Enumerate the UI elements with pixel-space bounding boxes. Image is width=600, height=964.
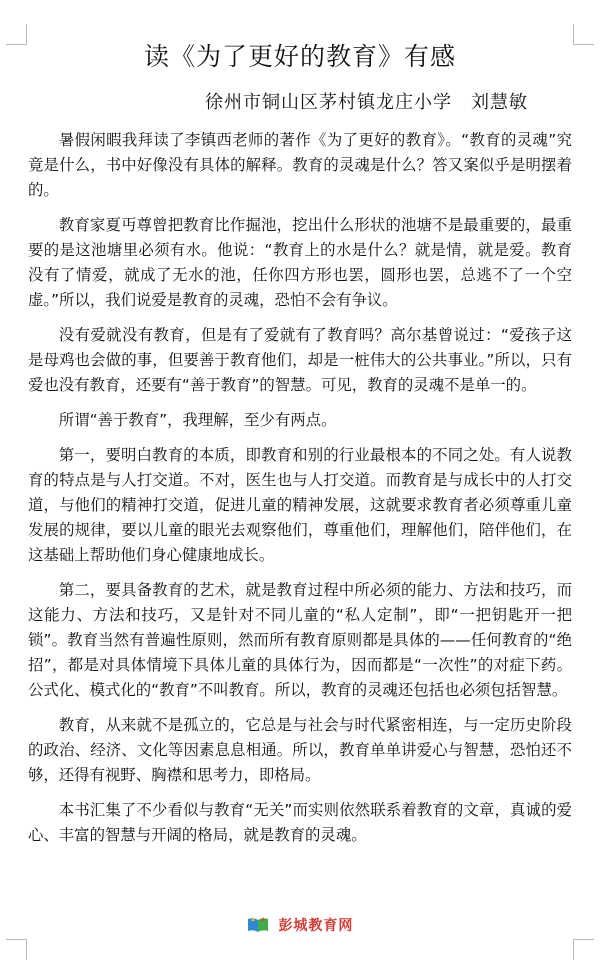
open-book-logo-icon (247, 916, 269, 934)
site-watermark (0, 915, 600, 935)
paragraph-6: 第二，要具备教育的艺术，就是教育过程中所必须的能力、方法和技巧，而这能力、方法和技巧，又是针对不同儿童的“私人定制”，即“一把钥匙开一把锁”。教育当然有普遍性原则，然而所有教育原则都是具体的——任何教育的“绝招”，都是对具体情境下具体儿童的具体行为，因而都是“一次性”的对症下药。公式化、模式化的“教育”不叫教育。所以，教育的灵魂还包括也必须包括智慧。 (28, 581, 572, 699)
document-page (28, 40, 572, 858)
article-body (28, 128, 572, 848)
paragraph-3: 没有爱就没有教育，但是有了爱就有了教育吗？高尔基曾说过：“爱孩子这是母鸡也会做的事，但要善于教育他们，却是一桩伟大的公共事业。”所以，只有爱也没有教育，还要有“善于教育”的智慧。可见，教育的灵魂不是单一的。 (28, 326, 572, 394)
crop-mark-top-right (573, 24, 594, 45)
site-logo-text: 彭城教育网 (278, 918, 354, 934)
paragraph-1: 暑假闲暇我拜读了李镇西老师的著作《为了更好的教育》。“教育的灵魂”究竟是什么，书中好像没有具体的解释。教育的灵魂是什么？答又案似乎是明摆着的。 (28, 131, 572, 199)
paragraph-4: 所谓“善于教育”，我理解，至少有两点。 (58, 411, 337, 429)
paragraph-8: 本书汇集了不少看似与教育“无关”而实则依然联系着教育的文章，真诚的爱心、丰富的智慧与开阔的格局，就是教育的灵魂。 (28, 801, 572, 844)
crop-mark-top-left (6, 24, 27, 45)
crop-mark-bottom-right (573, 939, 594, 960)
paragraph-5: 第一，要明白教育的本质，即教育和别的行业最根本的不同之处。有人说教育的特点是与人打交道。不对，医生也与人打交道。而教育是与成长中的人打交道，与他们的精神打交道，促进儿童的精神发展，这就要求教育者必须尊重儿童发展的规律，要以儿童的眼光去观察他们，尊重他们，理解他们，陪伴他们，在这基础上帮助他们身心健康地成长。 (28, 446, 572, 564)
article-author: 徐州市铜山区茅村镇龙庄小学 刘慧敏 (205, 92, 528, 113)
paragraph-2: 教育家夏丏尊曾把教育比作掘池，挖出什么形状的池塘不是最重要的，最重要的是这池塘里必须有水。他说：“教育上的水是什么？就是情，就是爱。教育没有了情爱，就成了无水的池，任你四方形也罢，圆形也罢，总逃不了一个空虚。”所以，我们说爱是教育的灵魂，恐怕不会有争议。 (28, 216, 572, 309)
article-title: 读《为了更好的教育》有感 (143, 42, 456, 71)
crop-mark-bottom-left (6, 939, 27, 960)
paragraph-7: 教育，从来就不是孤立的，它总是与社会与时代紧密相连，与一定历史阶段的政治、经济、文化等因素息息相通。所以，教育单单讲爱心与智慧，恐怕还不够，还得有视野、胸襟和思考力，即格局。 (28, 716, 572, 784)
